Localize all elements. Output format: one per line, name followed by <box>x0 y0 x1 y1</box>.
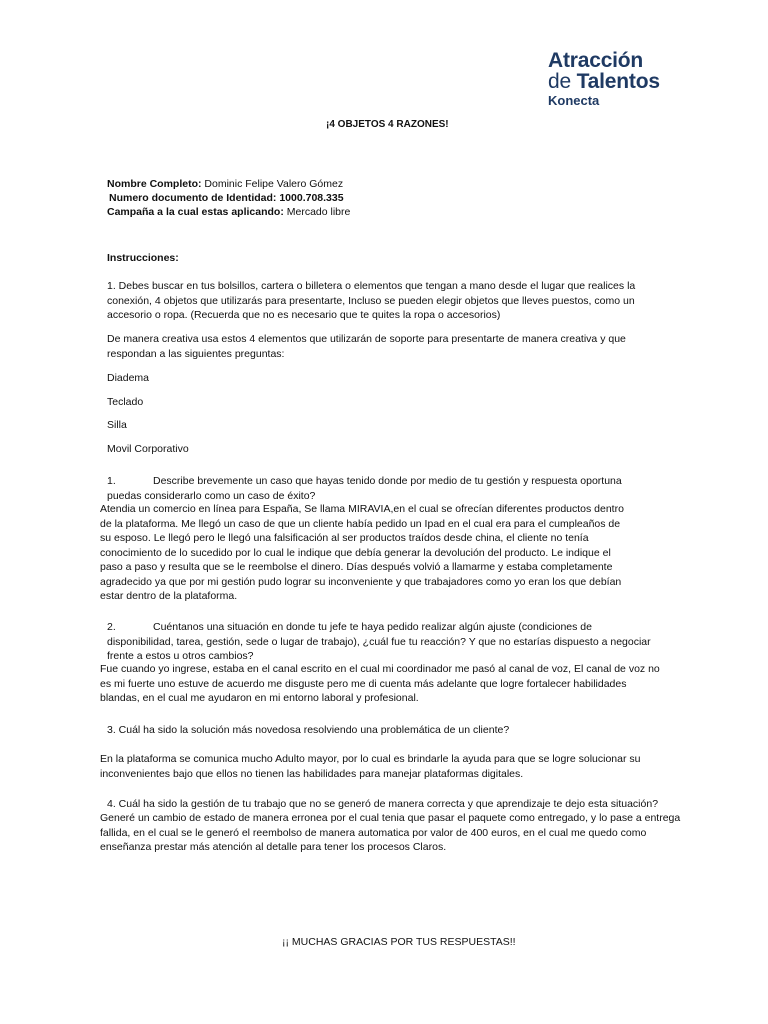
object-item: Movil Corporativo <box>107 443 189 455</box>
paragraph-line: conexión, 4 objetos que utilizarás para presentarte, Incluso se pueden elegir objetos que lleves puestos, como un <box>107 294 635 307</box>
info-name-row <box>107 177 343 192</box>
logo-word-talentos: Talentos <box>576 70 660 93</box>
instructions-heading: Instrucciones: <box>107 252 179 264</box>
answer-4 <box>100 811 680 855</box>
question-text: Describe brevemente un caso que hayas tenido donde por medio de tu gestión y respuesta oportuna <box>153 475 622 487</box>
answer-line: En la plataforma se comunica mucho Adulto mayor, por lo cual es brindarle la ayuda para que se logre solucionar su <box>100 753 641 765</box>
answer-line: de la plataforma. Me llegó un caso de que un cliente había pedido un Ipad en el cual era para el cumpleaños de <box>100 517 621 530</box>
answer-line: enseñanza prestar más atención al detalle para tener los procesos Claros. <box>100 841 447 853</box>
answer-1 <box>100 502 624 604</box>
paragraph-line: accesorio o ropa. (Recuerda que no es necesario que te quites la ropa o accesorios) <box>107 309 501 321</box>
instructions-paragraph-2 <box>107 332 626 361</box>
answer-line: agradecido ya que por mi gestión pudo lograr su inconveniente y que trabajadores como yo eran los que debían <box>100 575 622 588</box>
answer-line: Atendia un comercio en línea para España, Se llama MIRAVIA,en el cual se ofrecían diferentes productos dentro <box>100 503 624 515</box>
answer-2 <box>100 662 660 706</box>
question-line: puedas considerarlo como un caso de éxito? <box>107 489 316 502</box>
answer-line: blandas, en el cual me ayudaron en mi entorno laboral y profesional. <box>100 692 419 704</box>
info-name-value: Dominic Felipe Valero Gómez <box>204 178 344 190</box>
logo-word-de: de <box>548 70 571 93</box>
question-line <box>107 620 651 635</box>
question-number: 1. <box>107 475 116 487</box>
logo-title-line1: Atracción <box>548 49 644 72</box>
logo-title-line2 <box>548 71 660 93</box>
question-line: frente a estos u otros cambios? <box>107 650 254 662</box>
question-number: 2. <box>107 621 116 633</box>
object-item: Diadema <box>107 372 150 384</box>
info-campaign-label: Campaña a la cual estas aplicando: <box>107 206 284 218</box>
question-3: 3. Cuál ha sido la solución más novedosa resolviendo una problemática de un cliente? <box>107 724 510 736</box>
info-doc-row <box>109 191 344 206</box>
question-4: 4. Cuál ha sido la gestión de tu trabajo que no se generó de manera correcta y que aprendizaje te dejo esta situación? <box>107 798 659 810</box>
answer-line: estar dentro de la plataforma. <box>100 590 238 602</box>
question-line <box>107 474 622 489</box>
answer-line: inconvenientes bajo que ellos no tienen las habilidades para manejar plataformas digitales. <box>100 767 524 780</box>
answer-line: es mi fuerte uno estuve de acuerdo me disguste pero me di cuenta más adelante que logre fortalecer habilidades <box>100 677 627 690</box>
object-item: Teclado <box>107 396 144 408</box>
info-doc-value: 1000.708.335 <box>279 192 344 204</box>
info-doc-label: Numero documento de Identidad: <box>109 192 277 204</box>
info-campaign-value: Mercado libre <box>286 206 351 218</box>
paragraph-line: De manera creativa usa estos 4 elementos que utilizarán de soporte para presentarte de manera creativa y que <box>107 333 626 345</box>
answer-line: conocimiento de lo sucedido por lo cual le indique que debía generar la devolución del producto. Le indique el <box>100 546 611 559</box>
question-1 <box>107 474 622 503</box>
answer-3 <box>100 752 640 781</box>
answer-line: su esposo. Le llegó pero le llegó una falsificación al ser productos traídos desde china, el cliente no tenía <box>100 532 589 544</box>
paragraph-line: 1. Debes buscar en tus bolsillos, cartera o billetera o elementos que tengan a mano desde el lugar que realices la <box>107 280 636 292</box>
info-name-label: Nombre Completo: <box>107 178 202 190</box>
answer-line: Fue cuando yo ingrese, estaba en el canal escrito en el cual mi coordinador me pasó al canal de voz, El canal de voz no <box>100 663 660 675</box>
document-title: ¡4 OBJETOS 4 RAZONES! <box>326 119 449 130</box>
question-text: Cuéntanos una situación en donde tu jefe te haya pedido realizar algún ajuste (condiciones de <box>153 621 592 633</box>
closing-thanks: ¡¡ MUCHAS GRACIAS POR TUS RESPUESTAS!! <box>282 936 516 948</box>
logo-brand: Konecta <box>548 93 600 108</box>
object-item: Silla <box>107 419 127 431</box>
question-2 <box>107 620 651 664</box>
question-line: disponibilidad, tarea, gestión, sede o lugar de trabajo), ¿cuál fue tu reacción? Y que no estarías dispuesto a negociar <box>107 635 651 648</box>
paragraph-line: respondan a las siguientes preguntas: <box>107 347 285 360</box>
answer-line: Generé un cambio de estado de manera erronea por el cual tenia que pasar el paquete como entregado, y lo pase a entrega <box>100 812 681 824</box>
instructions-paragraph-1 <box>107 279 635 323</box>
info-campaign-row <box>107 205 350 220</box>
answer-line: paso a paso y resulta que se le reembolse el dinero. Días después volvió a llamarme y estaba completamente <box>100 561 613 573</box>
answer-line: fallida, en el cual se le generó el reembolso de manera automatica por valor de 400 euros, en el cual me quedo como <box>100 826 647 839</box>
